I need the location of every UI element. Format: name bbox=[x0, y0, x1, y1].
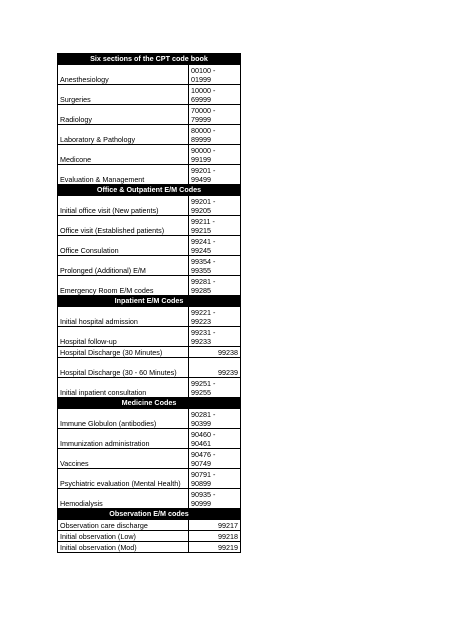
table-row bbox=[58, 531, 241, 542]
cpt-code: 99219 bbox=[189, 542, 241, 553]
procedure-name: Evaluation & Management bbox=[58, 165, 189, 185]
cpt-code: 99281 - 99285 bbox=[189, 276, 241, 296]
section-title: Office & Outpatient E/M Codes bbox=[58, 185, 241, 196]
procedure-name: Initial observation (Low) bbox=[58, 531, 189, 542]
cpt-code: 99211 - 99215 bbox=[189, 216, 241, 236]
table-row bbox=[58, 429, 241, 449]
procedure-name: Observation care discharge bbox=[58, 520, 189, 531]
procedure-name: Hemodialysis bbox=[58, 489, 189, 509]
section-title: Observation E/M codes bbox=[58, 509, 241, 520]
table-row bbox=[58, 216, 241, 236]
section-title: Inpatient E/M Codes bbox=[58, 296, 241, 307]
cpt-code: 99354 - 99355 bbox=[189, 256, 241, 276]
table-row bbox=[58, 469, 241, 489]
table-row bbox=[58, 105, 241, 125]
table-row bbox=[58, 358, 241, 378]
procedure-name: Medicone bbox=[58, 145, 189, 165]
procedure-name: Hospital Discharge (30 - 60 Minutes) bbox=[58, 358, 189, 378]
procedure-name: Immune Globulon (antibodies) bbox=[58, 409, 189, 429]
cpt-code: 99251 - 99255 bbox=[189, 378, 241, 398]
table-row bbox=[58, 409, 241, 429]
section-title: Medicine Codes bbox=[58, 398, 241, 409]
cpt-table-body bbox=[58, 54, 241, 553]
section-header bbox=[58, 185, 241, 196]
procedure-name: Prolonged (Additional) E/M bbox=[58, 256, 189, 276]
section-header bbox=[58, 54, 241, 65]
cpt-code: 99201 - 99205 bbox=[189, 196, 241, 216]
cpt-code: 90476 - 90749 bbox=[189, 449, 241, 469]
table-row bbox=[58, 347, 241, 358]
table-row bbox=[58, 236, 241, 256]
table-row bbox=[58, 145, 241, 165]
procedure-name: Initial office visit (New patients) bbox=[58, 196, 189, 216]
cpt-code: 99239 bbox=[189, 358, 241, 378]
procedure-name: Radiology bbox=[58, 105, 189, 125]
cpt-code: 99201 - 99499 bbox=[189, 165, 241, 185]
cpt-code: 90460 - 90461 bbox=[189, 429, 241, 449]
cpt-code: 90281 - 90399 bbox=[189, 409, 241, 429]
table-row bbox=[58, 378, 241, 398]
table-row bbox=[58, 85, 241, 105]
cpt-code: 99241 - 99245 bbox=[189, 236, 241, 256]
table-row bbox=[58, 196, 241, 216]
cpt-code: 90935 - 90999 bbox=[189, 489, 241, 509]
table-row bbox=[58, 165, 241, 185]
procedure-name: Psychiatric evaluation (Mental Health) bbox=[58, 469, 189, 489]
cpt-code: 99218 bbox=[189, 531, 241, 542]
procedure-name: Hospital Discharge (30 Minutes) bbox=[58, 347, 189, 358]
procedure-name: Anesthesiology bbox=[58, 65, 189, 85]
table-row bbox=[58, 125, 241, 145]
cpt-code: 99217 bbox=[189, 520, 241, 531]
procedure-name: Vaccines bbox=[58, 449, 189, 469]
cpt-code: 99221 - 99223 bbox=[189, 307, 241, 327]
table-row bbox=[58, 489, 241, 509]
table-row bbox=[58, 276, 241, 296]
procedure-name: Hospital follow-up bbox=[58, 327, 189, 347]
procedure-name: Surgeries bbox=[58, 85, 189, 105]
procedure-name: Emergency Room E/M codes bbox=[58, 276, 189, 296]
table-row bbox=[58, 65, 241, 85]
cpt-code: 10000 - 69999 bbox=[189, 85, 241, 105]
table-row bbox=[58, 307, 241, 327]
table-row bbox=[58, 542, 241, 553]
cpt-code: 90791 - 90899 bbox=[189, 469, 241, 489]
cpt-code: 80000 - 89999 bbox=[189, 125, 241, 145]
cpt-code-table bbox=[57, 53, 241, 553]
procedure-name: Laboratory & Pathology bbox=[58, 125, 189, 145]
table-row bbox=[58, 449, 241, 469]
section-header bbox=[58, 296, 241, 307]
cpt-code: 99238 bbox=[189, 347, 241, 358]
table-row bbox=[58, 327, 241, 347]
procedure-name: Immunization administration bbox=[58, 429, 189, 449]
procedure-name: Initial inpatient consultation bbox=[58, 378, 189, 398]
section-header bbox=[58, 509, 241, 520]
table-row bbox=[58, 256, 241, 276]
section-header bbox=[58, 398, 241, 409]
procedure-name: Office visit (Established patients) bbox=[58, 216, 189, 236]
cpt-code: 99231 - 99233 bbox=[189, 327, 241, 347]
table-row bbox=[58, 520, 241, 531]
procedure-name: Initial hospital admission bbox=[58, 307, 189, 327]
cpt-code: 90000 - 99199 bbox=[189, 145, 241, 165]
cpt-code: 00100 - 01999 bbox=[189, 65, 241, 85]
cpt-code: 70000 - 79999 bbox=[189, 105, 241, 125]
section-title: Six sections of the CPT code book bbox=[58, 54, 241, 65]
procedure-name: Initial observation (Mod) bbox=[58, 542, 189, 553]
procedure-name: Office Consulation bbox=[58, 236, 189, 256]
